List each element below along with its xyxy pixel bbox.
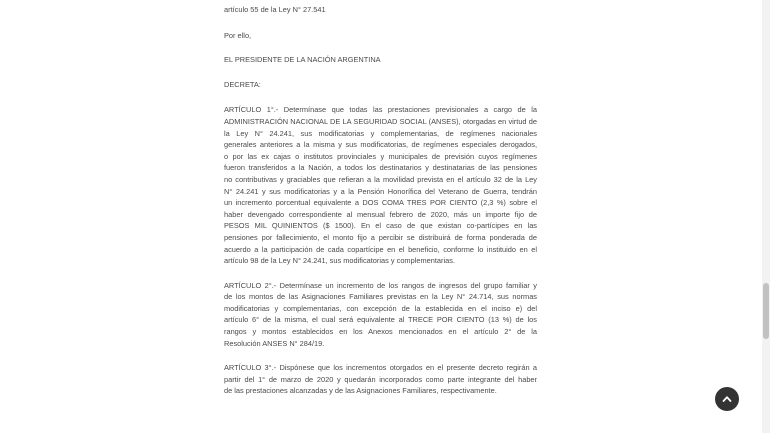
article-1-line: un incremento porcentual equivalente a DOS COMA TRES POR CIENTO (2,3 %) sobre el <box>224 198 537 208</box>
article-3-line: partir del 1° de marzo de 2020 y quedarán incorporados como parte integrante del haber <box>224 374 537 384</box>
scrollbar-thumb[interactable] <box>763 283 769 339</box>
por-ello: Por ello, <box>224 30 252 40</box>
decreta-heading: DECRETA: <box>224 79 261 89</box>
article-1 <box>224 104 537 266</box>
article-1-line: generales anteriores a la misma y sus modificatorias, de regímenes especiales derogados, <box>224 140 537 150</box>
back-to-top-button[interactable] <box>715 387 739 411</box>
article-2-line: ARTÍCULO 2°.- Determínase un incremento de los rangos de ingresos del grupo familiar y <box>224 280 537 290</box>
article-1-line: haber devengado correspondiente al mensual febrero de 2020, más un importe fijo de <box>224 209 537 219</box>
article-2-line: rangos y montos establecidos en los Anexos mencionados en el artículo 2° de la <box>224 327 537 337</box>
article-1-line: acuerdo a la participación de cada copartícipe en el beneficio, conforme lo instituido en el <box>224 244 537 254</box>
article-1-line: ARTÍCULO 1°.- Determínase que todas las prestaciones previsionales a cargo de la <box>224 105 537 115</box>
page-scrollbar[interactable] <box>762 0 770 433</box>
article-2-line: modificatorias y complementarias, con excepción de la establecida en el inciso e) del <box>224 303 537 313</box>
article-1-line: pensiones por fallecimiento, el monto fijo a percibir se distribuirá de forma ponderada de <box>224 232 537 242</box>
article-1-line: artículo 98 de la Ley N° 24.241, sus modificatorias y complementarias. <box>224 256 455 266</box>
article-1-line: N° 24.241 y sus modificatorias y a la Pensión Honorífica del Veterano de Guerra, tendrán <box>224 186 537 196</box>
presidente-heading: EL PRESIDENTE DE LA NACIÓN ARGENTINA <box>224 55 381 65</box>
article-3-line: ARTÍCULO 3°.- Dispónese que los incrementos otorgados en el presente decreto regirán a <box>224 363 537 373</box>
decree-article <box>224 0 537 397</box>
article-1-line: no contributivas y graciables que refieran a la movilidad prevista en el artículo 32 de la Ley <box>224 174 537 184</box>
article-1-line: fueron transferidos a la Nación, a todos los destinatarios y destinatarias de las pensiones <box>224 163 537 173</box>
article-2-line: artículo 6° de la misma, el cual será equivalente al TRECE POR CIENTO (13 %) de los <box>224 315 537 325</box>
article-1-line: PESOS MIL QUINIENTOS ($ 1500). En el caso de que existan co-partícipes en las <box>224 221 537 231</box>
intro-tail: artículo 55 de la Ley N° 27.541 <box>224 5 326 14</box>
article-1-line: ADMINISTRACIÓN NACIONAL DE LA SEGURIDAD SOCIAL (ANSES), otorgadas en virtud de <box>224 116 537 126</box>
article-1-line: la Ley N° 24.241, sus modificatorias y complementarias, de regímenes nacionales <box>224 128 537 138</box>
article-1-line: o por las ex cajas o institutos provinciales y municipales de previsión cuyos regímenes <box>224 151 537 161</box>
article-3-line: de las prestaciones alcanzadas y de las Asignaciones Familiares, respectivamente. <box>224 386 497 396</box>
chevron-up-icon <box>722 394 732 404</box>
article-2 <box>224 280 537 350</box>
article-2-line: Resolución ANSES N° 284/19. <box>224 338 325 348</box>
article-3 <box>224 362 537 397</box>
article-2-line: de los montos de las Asignaciones Familiares previstas en la Ley N° 24.714, sus normas <box>224 292 537 302</box>
